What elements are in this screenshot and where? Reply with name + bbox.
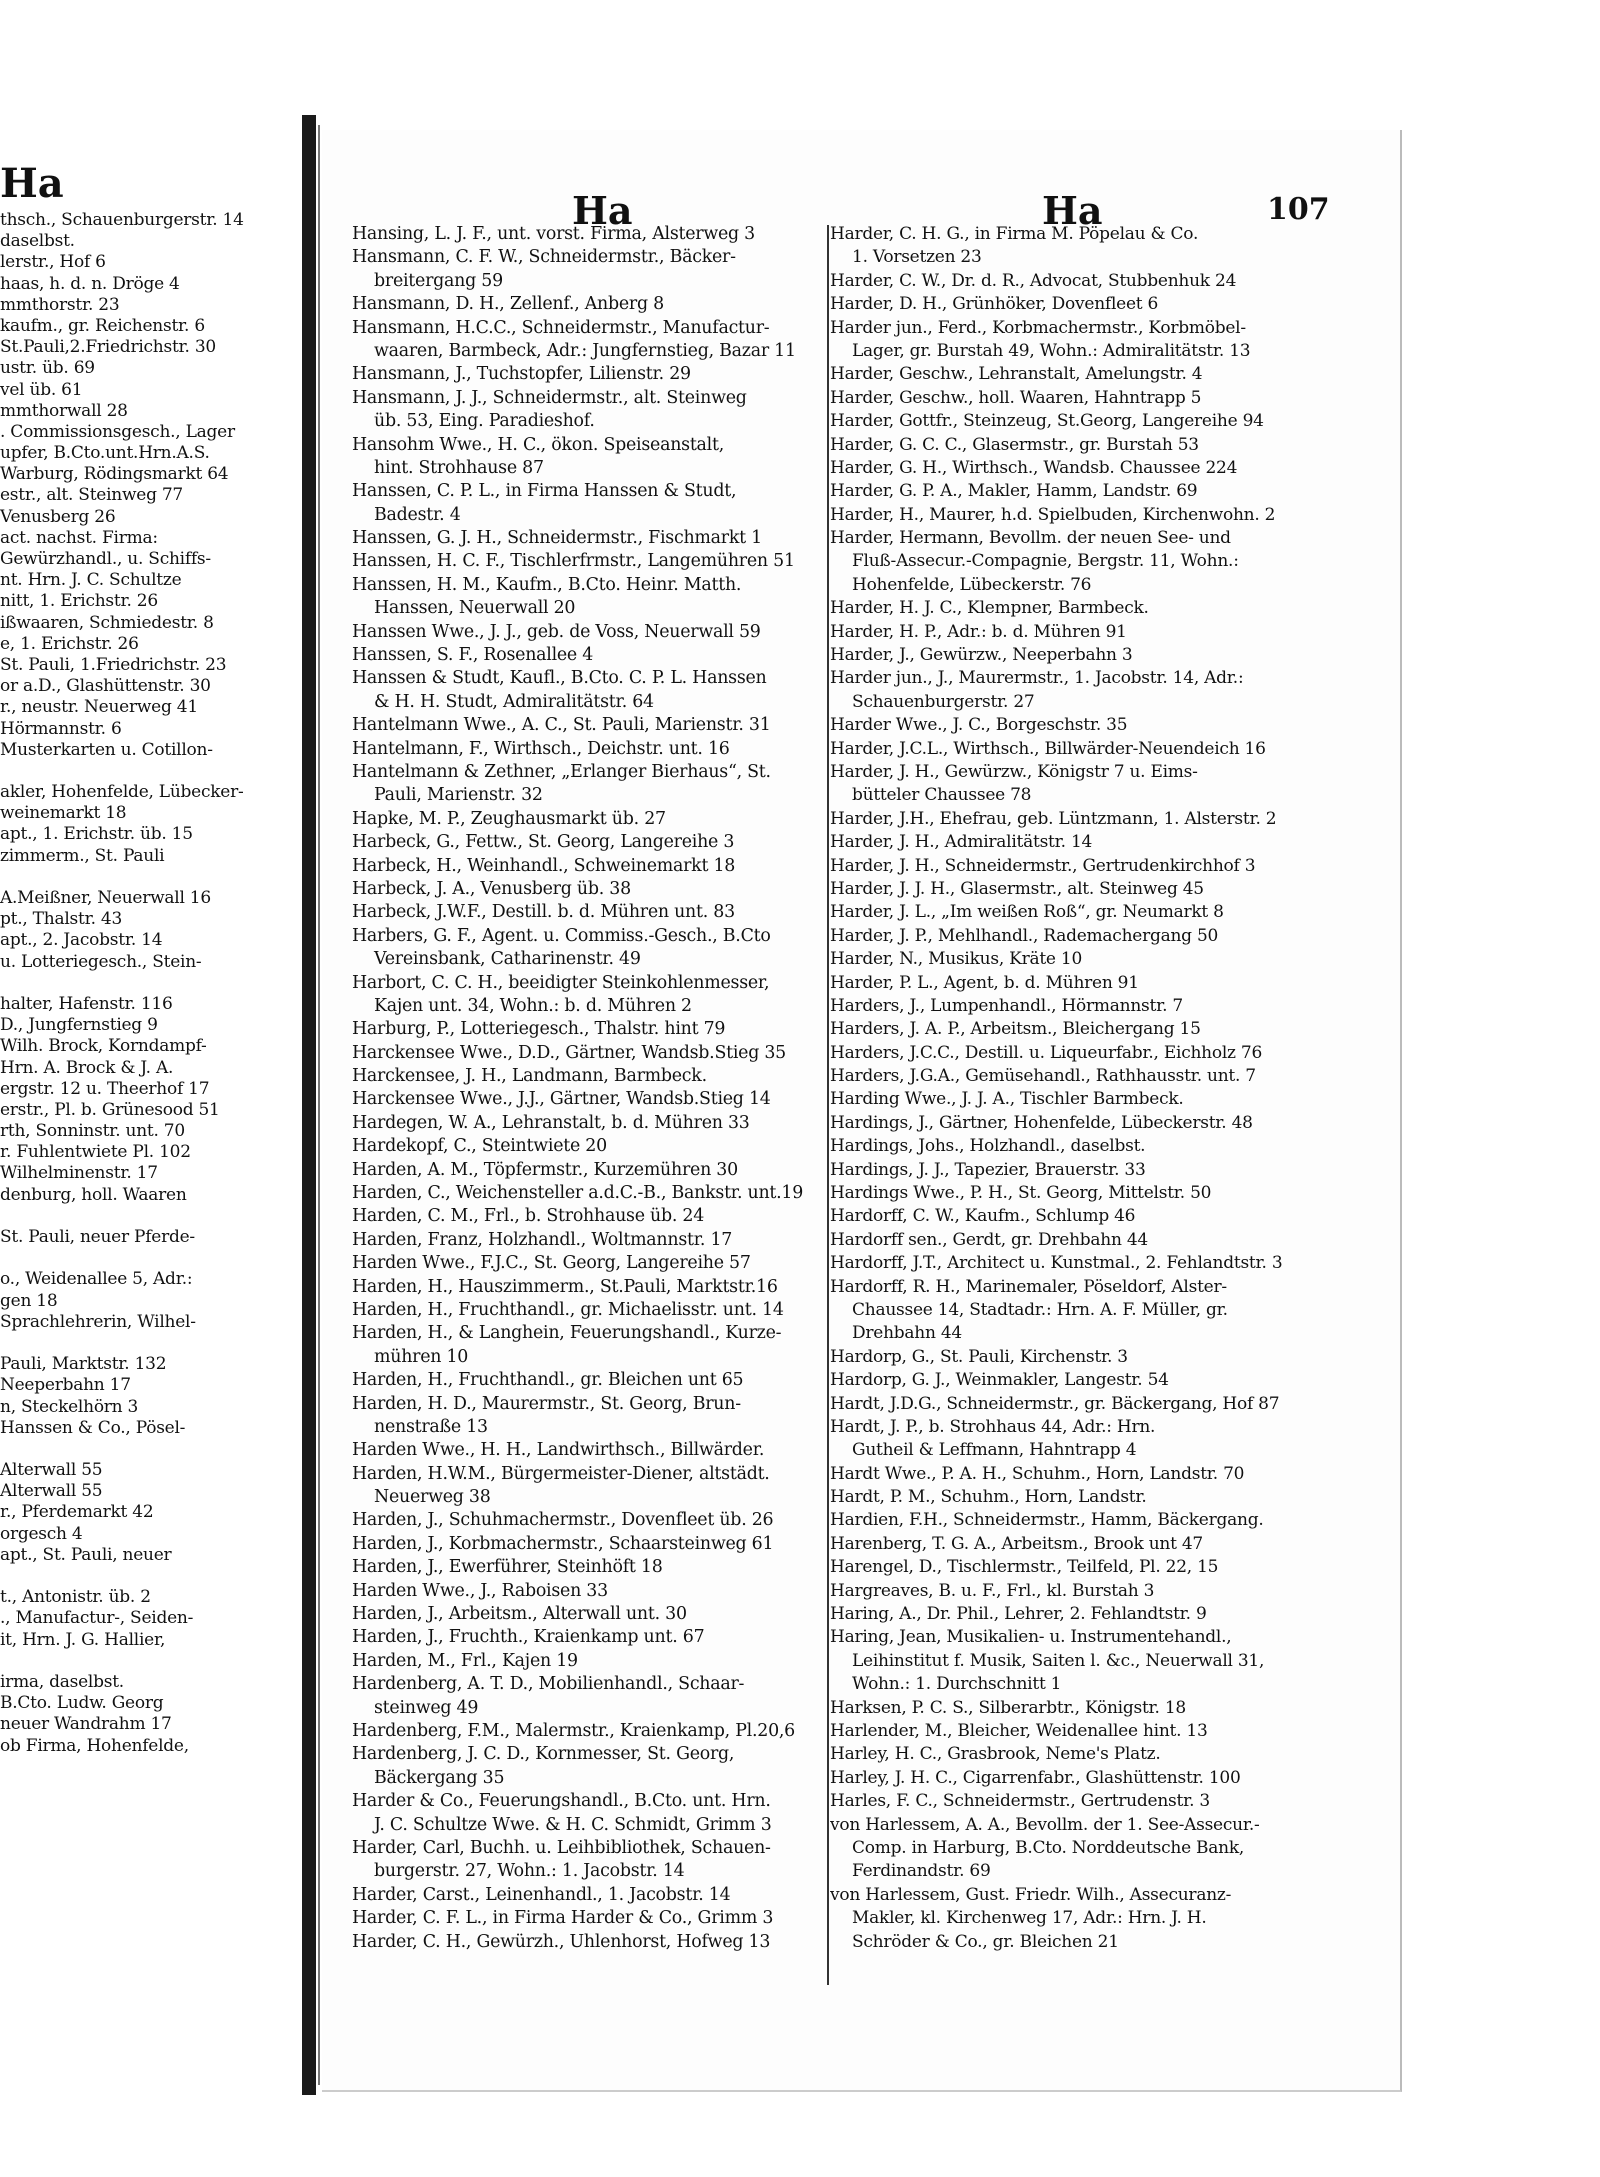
- directory-entry-line: Hohenfelde, Lübeckerstr. 76: [852, 574, 1092, 595]
- directory-entry-line: Harbeck, J. A., Venusberg üb. 38: [352, 878, 631, 899]
- directory-entry-line: Harden, J., Fruchth., Kraienkamp unt. 67: [352, 1627, 705, 1648]
- directory-entry-line: burgerstr. 27, Wohn.: 1. Jacobstr. 14: [374, 1861, 685, 1882]
- directory-entry-line: Harden, H., Fruchthandl., gr. Michaelisstr. unt. 14: [352, 1299, 784, 1320]
- directory-entry-line: Harder, Geschw., Lehranstalt, Amelungstr. 4: [830, 364, 1203, 385]
- directory-entry-line: Hardenberg, A. T. D., Mobilienhandl., Schaar-: [352, 1674, 745, 1695]
- directory-entry-line: Hardenberg, F.M., Malermstr., Kraienkamp, Pl.20,6: [352, 1721, 795, 1741]
- directory-entry-line: Harksen, P. C. S., Silberarbtr., Königstr. 18: [830, 1697, 1186, 1718]
- directory-entry-line: Hardt, J. P., b. Strohhaus 44, Adr.: Hrn.: [830, 1416, 1156, 1437]
- facing-page-line: Alterwall 55: [0, 1481, 103, 1502]
- directory-entry-line: Harder, Geschw., holl. Waaren, Hahntrapp 5: [830, 387, 1202, 408]
- directory-entry-line: & H. H. Studt, Admiralitätstr. 64: [374, 691, 654, 712]
- directory-page: [322, 130, 1402, 2092]
- header-right: Ha: [1042, 188, 1103, 233]
- facing-page-line: [0, 1651, 300, 1672]
- facing-page-line: pt., Thalstr. 43: [0, 909, 123, 930]
- directory-entry-line: Hansing, L. J. F., unt. vorst. Firma, Alsterweg 3: [352, 224, 756, 244]
- directory-entry-line: Harden Wwe., J., Raboisen 33: [352, 1580, 608, 1601]
- facing-page-line: . Commissionsgesch., Lager: [0, 421, 235, 442]
- directory-entry-line: Hardorff, R. H., Marinemaler, Pöseldorf, Alster-: [830, 1276, 1227, 1297]
- facing-page-line: u. Lotteriegesch., Stein-: [0, 951, 202, 972]
- directory-entry-line: Hardien, F.H., Schneidermstr., Hamm, Bäckergang.: [830, 1510, 1264, 1531]
- directory-entry-line: Hardorff sen., Gerdt, gr. Drehbahn 44: [830, 1229, 1148, 1250]
- directory-entry-line: Harbers, G. F., Agent. u. Commiss.-Gesch., B.Cto: [352, 925, 771, 946]
- header-left: Ha: [572, 188, 633, 233]
- directory-entry-line: Hargreaves, B. u. F., Frl., kl. Burstah 3: [830, 1580, 1155, 1601]
- directory-entry-line: Hansohm Wwe., H. C., ökon. Speiseanstalt,: [352, 434, 725, 455]
- facing-page-line: gen 18: [0, 1290, 58, 1311]
- facing-page-line: nt. Hrn. J. C. Schultze: [0, 570, 182, 591]
- facing-page-line: A.Meißner, Neuerwall 16: [0, 888, 211, 908]
- directory-entry-line: Haring, A., Dr. Phil., Lehrer, 2. Fehlandtstr. 9: [830, 1604, 1207, 1625]
- directory-entry-line: Leihinstitut f. Musik, Saiten l. &c., Neuerwall 31,: [852, 1650, 1265, 1671]
- left-column: [352, 223, 900, 1954]
- facing-page-line: r., Pferdemarkt 42: [0, 1502, 154, 1523]
- directory-entry-line: Harder, Hermann, Bevollm. der neuen See- und: [830, 528, 1231, 549]
- directory-entry-line: Harden, H., Hauszimmerm., St.Pauli, Marktstr.16: [352, 1276, 778, 1297]
- directory-entry-line: Neuerweg 38: [374, 1487, 491, 1508]
- directory-entry-line: Hardorp, G., St. Pauli, Kirchenstr. 3: [830, 1346, 1128, 1367]
- directory-entry-line: Hanssen, S. F., Rosenallee 4: [352, 645, 594, 666]
- facing-page-line: Warburg, Rödingsmarkt 64: [0, 464, 229, 485]
- directory-entry-line: Harckensee Wwe., J.J., Gärtner, Wandsb.Stieg 14: [352, 1089, 771, 1110]
- facing-page-line: upfer, B.Cto.unt.Hrn.A.S.: [0, 443, 210, 464]
- directory-entry-line: Harckensee, J. H., Landmann, Barmbeck.: [352, 1066, 707, 1087]
- directory-entry-line: Hansmann, J. J., Schneidermstr., alt. Steinweg: [352, 387, 747, 408]
- directory-entry-line: Hardegen, W. A., Lehranstalt, b. d. Mühren 33: [352, 1112, 750, 1133]
- facing-page-line: [0, 867, 300, 888]
- facing-page-line: Gewürzhandl., u. Schiffs-: [0, 549, 211, 569]
- directory-entry-line: Harden Wwe., H. H., Landwirthsch., Billwärder.: [352, 1440, 765, 1461]
- directory-entry-line: Harden Wwe., F.J.C., St. Georg, Langereihe 57: [352, 1253, 751, 1274]
- directory-entry-line: Harden, H. D., Maurermstr., St. Georg, Brun-: [352, 1393, 741, 1414]
- directory-entry-line: Harder, J. H., Gewürzw., Königstr 7 u. Eims-: [830, 761, 1198, 782]
- directory-entry-line: Vereinsbank, Catharinenstr. 49: [374, 949, 641, 970]
- column-rule: [827, 225, 829, 1985]
- directory-entry-line: Harders, J.C.C., Destill. u. Liqueurfabr., Eichholz 76: [830, 1042, 1263, 1063]
- directory-entry-line: Hardt, J.D.G., Schneidermstr., gr. Bäckergang, Hof 87: [830, 1393, 1280, 1414]
- directory-entry-line: Harden, J., Arbeitsm., Alterwall unt. 30: [352, 1604, 687, 1625]
- directory-entry-line: J. C. Schultze Wwe. & H. C. Schmidt, Grimm 3: [374, 1814, 772, 1835]
- directory-entry-line: Harder, J.C.L., Wirthsch., Billwärder-Neuendeich 16: [830, 738, 1266, 759]
- directory-entry-line: Hardings Wwe., P. H., St. Georg, Mittelstr. 50: [830, 1183, 1212, 1204]
- facing-page-line: halter, Hafenstr. 116: [0, 993, 173, 1014]
- directory-entry-line: Harder Wwe., J. C., Borgeschstr. 35: [830, 715, 1128, 736]
- directory-entry-line: Harbort, C. C. H., beeidigter Steinkohlenmesser,: [352, 972, 770, 993]
- directory-entry-line: Harders, J.G.A., Gemüsehandl., Rathhausstr. unt. 7: [830, 1066, 1256, 1087]
- facing-page-line: [0, 1333, 300, 1354]
- directory-entry-line: Badestr. 4: [374, 504, 461, 525]
- directory-entry-line: Harders, J., Lumpenhandl., Hörmannstr. 7: [830, 995, 1183, 1016]
- directory-entry-line: Harbeck, G., Fettw., St. Georg, Langereihe 3: [352, 832, 735, 853]
- facing-page-line: [0, 761, 300, 782]
- book-gutter: [302, 115, 316, 2095]
- directory-entry-line: üb. 53, Eing. Paradieshof.: [374, 411, 595, 432]
- directory-entry-line: Harder, Gottfr., Steinzeug, St.Georg, Langereihe 94: [830, 411, 1264, 432]
- facing-page-line: rth, Sonninstr. unt. 70: [0, 1121, 185, 1142]
- directory-entry-line: Harder jun., J., Maurermstr., 1. Jacobstr. 14, Adr.:: [830, 668, 1244, 689]
- facing-page-line: Alterwall 55: [0, 1460, 103, 1481]
- directory-entry-line: 1. Vorsetzen 23: [852, 247, 982, 268]
- directory-entry-line: Harder, C. F. L., in Firma Harder & Co., Grimm 3: [352, 1908, 774, 1929]
- facing-page-line: ustr. üb. 69: [0, 358, 95, 379]
- directory-entry-line: Fluß-Assecur.-Compagnie, Bergstr. 11, Wohn.:: [852, 551, 1239, 572]
- directory-entry-line: Hardorp, G. J., Weinmakler, Langestr. 54: [830, 1370, 1169, 1391]
- directory-entry-line: Hanssen, H. M., Kaufm., B.Cto. Heinr. Matth.: [352, 574, 742, 595]
- directory-entry-line: Makler, kl. Kirchenweg 17, Adr.: Hrn. J. H.: [852, 1908, 1207, 1929]
- directory-entry-line: Hanssen Wwe., J. J., geb. de Voss, Neuerwall 59: [352, 621, 761, 642]
- facing-page-line: ., Manufactur-, Seiden-: [0, 1608, 194, 1629]
- directory-entry-line: Schröder & Co., gr. Bleichen 21: [852, 1931, 1119, 1952]
- directory-entry-line: Harder, J. J. H., Glasermstr., alt. Steinweg 45: [830, 878, 1204, 899]
- facing-page-line: Hanssen & Co., Pösel-: [0, 1417, 186, 1438]
- facing-page-header: Ha: [0, 160, 64, 207]
- directory-entry-line: Kajen unt. 34, Wohn.: b. d. Mühren 2: [374, 995, 692, 1016]
- facing-page-line: weinemarkt 18: [0, 803, 127, 824]
- facing-page-line: apt., St. Pauli, neuer: [0, 1544, 172, 1565]
- directory-entry-line: Haring, Jean, Musikalien- u. Instrumentehandl.,: [830, 1627, 1232, 1648]
- directory-entry-line: Harding Wwe., J. J. A., Tischler Barmbeck.: [830, 1089, 1184, 1110]
- facing-page-line: or a.D., Glashüttenstr. 30: [0, 676, 211, 697]
- directory-entry-line: Harder, J., Gewürzw., Neeperbahn 3: [830, 645, 1133, 666]
- directory-entry-line: Harder, D. H., Grünhöker, Dovenfleet 6: [830, 294, 1159, 315]
- facing-page-line: Hrn. A. Brock & J. A.: [0, 1057, 174, 1078]
- directory-entry-line: Hardings, J., Gärtner, Hohenfelde, Lübeckerstr. 48: [830, 1112, 1253, 1133]
- directory-entry-line: Harder, C. W., Dr. d. R., Advocat, Stubbenhuk 24: [830, 270, 1237, 291]
- directory-entry-line: Drehbahn 44: [852, 1323, 962, 1344]
- directory-entry-line: Hantelmann & Zethner, „Erlanger Bierhaus“, St.: [352, 761, 771, 782]
- directory-entry-line: Harengel, D., Tischlermstr., Teilfeld, Pl. 22, 15: [830, 1557, 1219, 1578]
- facing-page-line: daselbst.: [0, 231, 75, 252]
- directory-entry-line: Harden, H.W.M., Bürgermeister-Diener, altstädt.: [352, 1463, 770, 1484]
- facing-page-line: irma, daselbst.: [0, 1671, 124, 1692]
- directory-entry-line: Harlender, M., Bleicher, Weidenallee hint. 13: [830, 1721, 1208, 1741]
- directory-entry-line: Harden, Franz, Holzhandl., Woltmannstr. 17: [352, 1229, 733, 1250]
- facing-page-line: mmthorstr. 23: [0, 294, 120, 315]
- facing-page-line: erstr., Pl. b. Grünesood 51: [0, 1099, 220, 1120]
- directory-entry-line: Harden, C. M., Frl., b. Strohhause üb. 24: [352, 1206, 705, 1227]
- directory-entry-line: Harder, J. P., Mehlhandl., Rademachergang 50: [830, 925, 1219, 946]
- directory-entry-line: Harder, G. H., Wirthsch., Wandsb. Chaussee 224: [830, 457, 1238, 478]
- facing-page-line: St. Pauli, 1.Friedrichstr. 23: [0, 654, 227, 675]
- directory-entry-line: Harden, J., Ewerführer, Steinhöft 18: [352, 1557, 663, 1578]
- directory-entry-line: Comp. in Harburg, B.Cto. Norddeutsche Bank,: [852, 1837, 1245, 1858]
- directory-entry-line: bütteler Chaussee 78: [852, 785, 1032, 806]
- facing-page-line: r. Fuhlentwiete Pl. 102: [0, 1142, 191, 1163]
- directory-entry-line: Harder, P. L., Agent, b. d. Mühren 91: [830, 972, 1139, 993]
- directory-entry-line: hint. Strohhause 87: [374, 457, 544, 478]
- facing-page-line: ergstr. 12 u. Theerhof 17: [0, 1078, 210, 1099]
- directory-entry-line: Hansmann, D. H., Zellenf., Anberg 8: [352, 294, 664, 315]
- directory-entry-line: Harder, G. P. A., Makler, Hamm, Landstr. 69: [830, 481, 1198, 502]
- directory-entry-line: Harder, J. L., „Im weißen Roß“, gr. Neumarkt 8: [830, 902, 1224, 923]
- facing-page-line: n, Steckelhörn 3: [0, 1396, 139, 1417]
- directory-entry-line: Harckensee Wwe., D.D., Gärtner, Wandsb.Stieg 35: [352, 1042, 787, 1063]
- directory-entry-line: nenstraße 13: [374, 1416, 488, 1437]
- facing-page-line: Musterkarten u. Cotillon-: [0, 739, 213, 760]
- directory-entry-line: Harder, G. C. C., Glasermstr., gr. Burstah 53: [830, 434, 1199, 455]
- directory-entry-line: Hansmann, H.C.C., Schneidermstr., Manufactur-: [352, 317, 770, 338]
- facing-page-line: ißwaaren, Schmiedestr. 8: [0, 612, 214, 633]
- directory-entry-line: Harder, H., Maurer, h.d. Spielbuden, Kirchenwohn. 2: [830, 504, 1276, 525]
- directory-entry-line: von Harlessem, Gust. Friedr. Wilh., Assecuranz-: [830, 1884, 1232, 1905]
- directory-entry-line: Ferdinandstr. 69: [852, 1861, 991, 1882]
- facing-page-line: Sprachlehrerin, Wilhel-: [0, 1311, 196, 1332]
- facing-page-left: [0, 110, 300, 2100]
- directory-entry-line: Hanssen & Studt, Kaufl., B.Cto. C. P. L. Hanssen: [352, 668, 767, 689]
- directory-entry-line: Hanssen, Neuerwall 20: [374, 598, 576, 619]
- directory-entry-line: Hardenberg, J. C. D., Kornmesser, St. Georg,: [352, 1744, 735, 1765]
- directory-entry-line: Harder, Carl, Buchh. u. Leihbibliothek, Schauen-: [352, 1837, 771, 1858]
- directory-entry-line: Harder, N., Musikus, Kräte 10: [830, 949, 1083, 970]
- facing-page-line: e, 1. Erichstr. 26: [0, 633, 139, 654]
- facing-page-line: B.Cto. Ludw. Georg: [0, 1693, 164, 1714]
- facing-page-line: apt., 1. Erichstr. üb. 15: [0, 824, 193, 845]
- directory-entry-line: Harder, H. P., Adr.: b. d. Mühren 91: [830, 621, 1127, 642]
- facing-page-line: neuer Wandrahm 17: [0, 1714, 172, 1735]
- directory-entry-line: Harder, C. H. G., in Firma M. Pöpelau & Co.: [830, 224, 1199, 244]
- directory-entry-line: Hanssen, C. P. L., in Firma Hanssen & Studt,: [352, 481, 737, 502]
- directory-entry-line: breitergang 59: [374, 270, 503, 291]
- directory-entry-line: Harbeck, H., Weinhandl., Schweinemarkt 18: [352, 855, 736, 876]
- directory-entry-line: Harbeck, J.W.F., Destill. b. d. Mühren unt. 83: [352, 902, 735, 923]
- facing-page-line: [0, 1439, 300, 1460]
- directory-entry-line: Hanssen, G. J. H., Schneidermstr., Fischmarkt 1: [352, 528, 762, 549]
- directory-entry-line: Hapke, M. P., Zeughausmarkt üb. 27: [352, 808, 666, 829]
- facing-page-line: nitt, 1. Erichstr. 26: [0, 591, 158, 612]
- facing-page-line: [0, 973, 300, 994]
- directory-entry-line: Harder jun., Ferd., Korbmachermstr., Korbmöbel-: [830, 317, 1246, 338]
- directory-entry-line: Harden, M., Frl., Kajen 19: [352, 1650, 578, 1671]
- facing-page-line: act. nachst. Firma:: [0, 527, 158, 548]
- directory-entry-line: Harder, H. J. C., Klempner, Barmbeck.: [830, 598, 1149, 619]
- facing-page-line: t., Antonistr. üb. 2: [0, 1587, 151, 1608]
- directory-entry-line: Harder, J. H., Admiralitätstr. 14: [830, 832, 1093, 853]
- directory-entry-line: Hardekopf, C., Steintwiete 20: [352, 1136, 607, 1157]
- directory-entry-line: Harles, F. C., Schneidermstr., Gertrudenstr. 3: [830, 1791, 1210, 1812]
- directory-entry-line: Harley, J. H. C., Cigarrenfabr., Glashüttenstr. 100: [830, 1767, 1241, 1788]
- facing-page-line: o., Weidenallee 5, Adr.:: [0, 1269, 193, 1290]
- directory-entry-line: Hansmann, C. F. W., Schneidermstr., Bäcker-: [352, 247, 736, 268]
- directory-entry-line: Wohn.: 1. Durchschnitt 1: [852, 1674, 1062, 1695]
- directory-entry-line: Harley, H. C., Grasbrook, Neme's Platz.: [830, 1744, 1161, 1765]
- directory-entry-line: Harder, C. H., Gewürzh., Uhlenhorst, Hofweg 13: [352, 1931, 771, 1952]
- facing-page-line: kaufm., gr. Reichenstr. 6: [0, 315, 205, 336]
- directory-entry-line: Schauenburgerstr. 27: [852, 691, 1035, 712]
- facing-page-line: St. Pauli, neuer Pferde-: [0, 1227, 195, 1247]
- directory-entry-line: Harden, H., & Langhein, Feuerungshandl., Kurze-: [352, 1323, 782, 1344]
- facing-page-line: Wilhelminenstr. 17: [0, 1163, 158, 1184]
- facing-page-lines: [0, 210, 300, 1757]
- facing-page-line: akler, Hohenfelde, Lübecker-: [0, 782, 244, 803]
- directory-entry-line: Harders, J. A. P., Arbeitsm., Bleichergang 15: [830, 1019, 1201, 1040]
- facing-page-line: ob Firma, Hohenfelde,: [0, 1735, 189, 1756]
- directory-entry-line: Hardings, J. J., Tapezier, Brauerstr. 33: [830, 1159, 1146, 1180]
- directory-entry-line: Gutheil & Leffmann, Hahntrapp 4: [852, 1440, 1137, 1461]
- facing-page-line: Venusberg 26: [0, 506, 116, 527]
- facing-page-line: denburg, holl. Waaren: [0, 1184, 187, 1205]
- directory-entry-line: Chaussee 14, Stadtadr.: Hrn. A. F. Müller, gr.: [852, 1299, 1228, 1320]
- right-column: [830, 223, 1348, 1954]
- directory-entry-line: Harburg, P., Lotteriegesch., Thalstr. hint 79: [352, 1019, 726, 1040]
- directory-entry-line: Hansmann, J., Tuchstopfer, Lilienstr. 29: [352, 364, 691, 385]
- facing-page-line: Hörmannstr. 6: [0, 718, 122, 739]
- directory-entry-line: steinweg 49: [374, 1697, 479, 1718]
- facing-page-line: r., neustr. Neuerweg 41: [0, 697, 198, 718]
- directory-entry-line: Hantelmann Wwe., A. C., St. Pauli, Marienstr. 31: [352, 715, 771, 736]
- directory-entry-line: Harden, A. M., Töpfermstr., Kurzemühren 30: [352, 1159, 738, 1180]
- directory-entry-line: Hanssen, H. C. F., Tischlerfrmstr., Langemühren 51: [352, 551, 795, 572]
- facing-page-line: Wilh. Brock, Korndampf-: [0, 1036, 207, 1057]
- facing-page-line: [0, 1248, 300, 1269]
- facing-page-line: Pauli, Marktstr. 132: [0, 1354, 167, 1375]
- directory-entry-line: waaren, Barmbeck, Adr.: Jungfernstieg, Bazar 11: [374, 340, 796, 361]
- directory-entry-line: Harden, J., Korbmachermstr., Schaarsteinweg 61: [352, 1533, 774, 1554]
- directory-entry-line: Hardt, P. M., Schuhm., Horn, Landstr.: [830, 1487, 1147, 1508]
- facing-page-line: D., Jungfernstieg 9: [0, 1015, 158, 1036]
- directory-entry-line: Harder, J.H., Ehefrau, geb. Lüntzmann, 1. Alsterstr. 2: [830, 808, 1277, 829]
- facing-page-line: vel üb. 61: [0, 379, 83, 400]
- facing-page-line: St.Pauli,2.Friedrichstr. 30: [0, 337, 216, 358]
- directory-entry-line: Harden, C., Weichensteller a.d.C.-B., Bankstr. unt.19: [352, 1183, 804, 1204]
- directory-entry-line: Harden, H., Fruchthandl., gr. Bleichen unt 65: [352, 1370, 744, 1391]
- directory-entry-line: von Harlessem, A. A., Bevollm. der 1. See-Assecur.-: [830, 1814, 1260, 1835]
- facing-page-line: Neeperbahn 17: [0, 1375, 131, 1396]
- directory-entry-line: Harenberg, T. G. A., Arbeitsm., Brook unt 47: [830, 1533, 1204, 1554]
- directory-entry-line: Hantelmann, F., Wirthsch., Deichstr. unt. 16: [352, 738, 730, 759]
- page-number: 107: [1267, 192, 1330, 227]
- facing-page-line: [0, 1566, 300, 1587]
- facing-page-line: lerstr., Hof 6: [0, 252, 106, 273]
- facing-page-line: orgesch 4: [0, 1523, 83, 1544]
- facing-page-line: zimmerm., St. Pauli: [0, 845, 165, 866]
- directory-entry-line: Pauli, Marienstr. 32: [374, 785, 543, 806]
- directory-entry-line: Harder & Co., Feuerungshandl., B.Cto. unt. Hrn.: [352, 1791, 771, 1812]
- directory-entry-line: mühren 10: [374, 1346, 469, 1367]
- directory-entry-line: Lager, gr. Burstah 49, Wohn.: Admiralitätstr. 13: [852, 340, 1251, 361]
- directory-entry-line: Harder, J. H., Schneidermstr., Gertrudenkirchhof 3: [830, 855, 1256, 876]
- facing-page-line: thsch., Schauenburgerstr. 14: [0, 210, 244, 230]
- directory-entry-line: Harder, Carst., Leinenhandl., 1. Jacobstr. 14: [352, 1884, 731, 1905]
- book-gutter-edge: [318, 125, 320, 2085]
- facing-page-line: [0, 1206, 300, 1227]
- facing-page-line: apt., 2. Jacobstr. 14: [0, 930, 163, 951]
- directory-entry-line: Hardorff, C. W., Kaufm., Schlump 46: [830, 1206, 1136, 1227]
- facing-page-line: estr., alt. Steinweg 77: [0, 485, 184, 506]
- facing-page-line: mmthorwall 28: [0, 400, 128, 421]
- facing-page-line: haas, h. d. n. Dröge 4: [0, 273, 180, 294]
- directory-entry-line: Hardings, Johs., Holzhandl., daselbst.: [830, 1136, 1146, 1157]
- facing-page-line: it, Hrn. J. G. Hallier,: [0, 1629, 166, 1650]
- directory-entry-line: Harden, J., Schuhmachermstr., Dovenfleet üb. 26: [352, 1510, 774, 1531]
- directory-entry-line: Bäckergang 35: [374, 1767, 505, 1788]
- directory-entry-line: Hardorff, J.T., Architect u. Kunstmal., 2. Fehlandtstr. 3: [830, 1253, 1283, 1274]
- directory-entry-line: Hardt Wwe., P. A. H., Schuhm., Horn, Landstr. 70: [830, 1463, 1245, 1484]
